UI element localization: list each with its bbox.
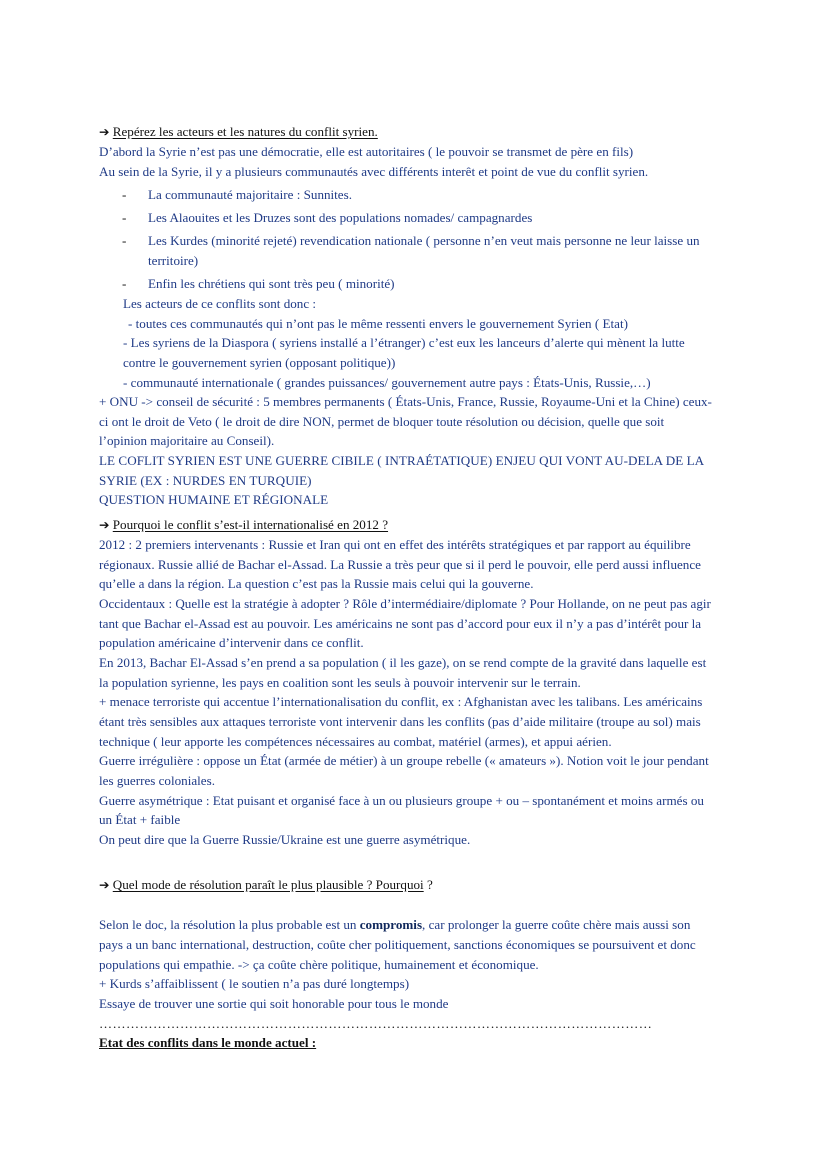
paragraph-line: Occidentaux : Quelle est la stratégie à adopter ? Rôle d’intermédiaire/diplomate ? Pour Hollande, on ne peut pas agir bbox=[99, 596, 711, 611]
text-run: , car prolonger la guerre coûte chère mais aussi son bbox=[422, 917, 691, 932]
paragraph-line: Au sein de la Syrie, il y a plusieurs communautés avec différents interêt et point de vue du conflit syrien. bbox=[99, 164, 649, 179]
section-heading-resolution bbox=[99, 876, 739, 894]
dotted-separator: …………………………………………………………………………………………………………… bbox=[99, 1016, 653, 1031]
heading-text: Repérez les acteurs et les natures du conflit syrien. bbox=[112, 124, 378, 139]
paragraph-line: étant très sensibles aux attaques terroriste vont intervenir dans les conflits (pas d’aide militaire (troupe au sol) mais bbox=[99, 714, 701, 729]
final-heading-text: Etat des conflits dans le monde actuel : bbox=[99, 1035, 317, 1050]
list-item: Les Alaouites et les Druzes sont des populations nomades/ campagnardes bbox=[148, 210, 533, 225]
paragraph-line: ci ont le droit de Veto ( le droit de dire NON, permet de bloquer toute résolution ou décision, quelle que soit bbox=[99, 414, 665, 429]
list-item: La communauté majoritaire : Sunnites. bbox=[148, 187, 352, 202]
paragraph-line: On peut dire que la Guerre Russie/Ukraine est une guerre asymétrique. bbox=[99, 832, 471, 847]
heading-text: Quel mode de résolution paraît le plus plausible ? Pourquoi bbox=[112, 877, 424, 892]
heading-tail: ? bbox=[423, 877, 433, 892]
paragraph-line: les guerres coloniales. bbox=[99, 773, 215, 788]
bold-term: compromis bbox=[359, 917, 423, 932]
paragraph-line: qu’elle a dans la région. La question c’est pas la Russie mais celui qui la gouverne. bbox=[99, 576, 534, 591]
section-heading-internationalisation bbox=[99, 516, 739, 534]
paragraph-line: Guerre asymétrique : Etat puisant et organisé face à un ou plusieurs groupe + ou – spontanément et moins armés ou bbox=[99, 793, 704, 808]
caps-line: LE COFLIT SYRIEN EST UNE GUERRE CIBILE ( INTRAÉTATIQUE) ENJEU QUI VONT AU-DELA DE LA bbox=[99, 453, 705, 468]
paragraph-line: technique ( leur apporte les compétences nécessaires au combat, matériel (armes), et appui aérien. bbox=[99, 734, 612, 749]
paragraph-line: + ONU -> conseil de sécurité : 5 membres permanents ( États-Unis, France, Russie, Royaume-Uni et la Chine) ceux- bbox=[99, 394, 712, 409]
paragraph-line: Essaye de trouver une sortie qui soit honorable pour tous le monde bbox=[99, 996, 449, 1011]
paragraph-line: + Kurds s’affaiblissent ( le soutien n’a pas duré longtemps) bbox=[99, 976, 410, 991]
arrow-right-icon: ➔ bbox=[99, 124, 110, 139]
paragraph-line: + menace terroriste qui accentue l’internationalisation du conflit, ex : Afghanistan avec les talibans. Les américains bbox=[99, 694, 703, 709]
bullet-dash: - bbox=[122, 187, 127, 202]
final-heading bbox=[99, 1034, 739, 1052]
list-item-continuation: territoire) bbox=[148, 253, 199, 268]
paragraph-line: En 2013, Bachar El-Assad s’en prend a sa population ( il les gaze), on se rend compte de la gravité dans laquelle est bbox=[99, 655, 707, 670]
paragraph-line: - communauté internationale ( grandes puissances/ gouvernement autre pays : États-Unis, Russie,…) bbox=[123, 375, 651, 390]
heading-text: Pourquoi le conflit s’est-il internationalisé en 2012 ? bbox=[112, 517, 389, 532]
bullet-dash: - bbox=[122, 233, 127, 248]
section-heading-acteurs bbox=[99, 123, 739, 141]
paragraph-line: D’abord la Syrie n’est pas une démocratie, elle est autoritaires ( le pouvoir se transmet de père en fils) bbox=[99, 144, 634, 159]
paragraph-line: - toutes ces communautés qui n’ont pas le même ressenti envers le gouvernement Syrien ( Etat) bbox=[128, 316, 628, 331]
paragraph-line: tant que Bachar el-Assad est au pouvoir. Les américains ne sont pas d’accord pour eux il n’y a pas d’intérêt pour la bbox=[99, 616, 702, 631]
paragraph-line: Les acteurs de ce conflits sont donc : bbox=[123, 296, 317, 311]
paragraph-line: l’opinion majoritaire au Conseil). bbox=[99, 433, 275, 448]
paragraph-line: pays a un banc international, destruction, coûte cher politiquement, sanctions économiques se poursuivent et donc bbox=[99, 937, 696, 952]
paragraph-line: 2012 : 2 premiers intervenants : Russie et Iran qui ont en effet des intérêts stratégiques et par rapport au équilibre bbox=[99, 537, 691, 552]
paragraph-line: - Les syriens de la Diaspora ( syriens installé a l’étranger) c’est eux les lanceurs d’alerte qui mènent la lutte bbox=[123, 335, 685, 350]
paragraph-line: Guerre irrégulière : oppose un État (armée de métier) à un groupe rebelle (« amateurs »). Notion voit le jour pendant bbox=[99, 753, 709, 768]
caps-line: SYRIE (EX : NURDES EN TURQUIE) bbox=[99, 473, 312, 488]
paragraph-line: régionaux. Russie allié de Bachar el-Assad. La Russie a très peur que si il perd le pouvoir, elle perd aussi influence bbox=[99, 557, 701, 572]
list-item: Enfin les chrétiens qui sont très peu ( minorité) bbox=[148, 276, 395, 291]
text-run: Selon le doc, la résolution la plus probable est un bbox=[99, 917, 360, 932]
bullet-dash: - bbox=[122, 276, 127, 291]
paragraph-line bbox=[99, 916, 739, 934]
list-item: Les Kurdes (minorité rejeté) revendication nationale ( personne n’en veut mais personne ne leur laisse un bbox=[148, 233, 700, 248]
paragraph-line: population américaine d’intervenir dans ce conflit. bbox=[99, 635, 364, 650]
paragraph-line: un État + faible bbox=[99, 812, 181, 827]
caps-line: QUESTION HUMAINE ET RÉGIONALE bbox=[99, 492, 329, 507]
bullet-dash: - bbox=[122, 210, 127, 225]
paragraph-line: la population syrienne, les pays en coalition sont les seuls à pouvoir intervenir sur le terrain. bbox=[99, 675, 581, 690]
paragraph-line: contre le gouvernement syrien (opposant politique)) bbox=[123, 355, 396, 370]
arrow-right-icon: ➔ bbox=[99, 517, 110, 532]
paragraph-line: populations qui empathie. -> ça coûte chère politique, humainement et économique. bbox=[99, 957, 539, 972]
arrow-right-icon: ➔ bbox=[99, 877, 110, 892]
